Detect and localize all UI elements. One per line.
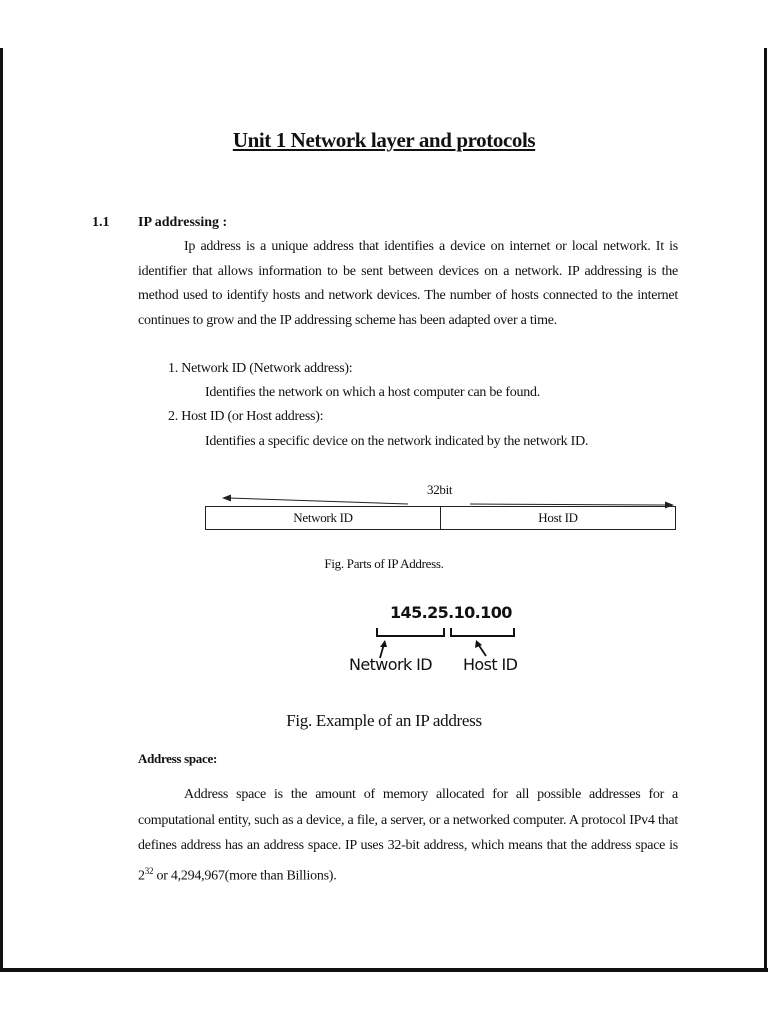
list-item-network-id: 1. Network ID (Network address): xyxy=(168,361,353,376)
list-item-host-id: 2. Host ID (or Host address): xyxy=(168,409,324,424)
address-space-paragraph xyxy=(138,782,678,889)
page-border-bottom xyxy=(0,968,768,972)
list-desc-network-id: Identifies the network on which a host computer can be found. xyxy=(205,385,541,400)
host-id-label: Host ID xyxy=(463,655,518,674)
host-id-cell: Host ID xyxy=(538,510,578,525)
address-space-heading: Address space: xyxy=(138,751,217,766)
address-space-text: Address space is the amount of memory allocated for all possible addresses for a computational entity, such as a device, a file, a server, or a networked computer. A protocol IPv4 that defines address has an address space. IP uses 32-bit address, which means that the address space is 2 xyxy=(138,787,678,884)
section-title: IP addressing : xyxy=(138,215,228,230)
exponent: 32 xyxy=(144,865,154,876)
section-number: 1.1 xyxy=(92,215,110,230)
list-desc-host-id: Identifies a specific device on the network indicated by the network ID. xyxy=(205,434,589,449)
ip-example-value: 145.25.10.100 xyxy=(390,603,512,622)
figure-caption-parts: Fig. Parts of IP Address. xyxy=(324,556,444,571)
intro-paragraph: Ip address is a unique address that identifies a device on internet or local network. It is identifier that allows information to be sent between devices on a network. IP addressing is the method used to identify hosts and network devices. The number of hosts connected to the internet continues to grow and the IP addressing scheme has been adapted over a time. xyxy=(138,239,678,328)
bit-length-label: 32bit xyxy=(427,482,453,497)
figure-caption-example: Fig. Example of an IP address xyxy=(286,711,482,730)
address-space-text-end: or 4,294,967(more than Billions). xyxy=(153,868,337,884)
ip-parts-box xyxy=(205,506,676,530)
page-title: Unit 1 Network layer and protocols xyxy=(232,128,536,152)
network-id-cell: Network ID xyxy=(206,507,441,529)
network-id-label: Network ID xyxy=(349,655,432,674)
